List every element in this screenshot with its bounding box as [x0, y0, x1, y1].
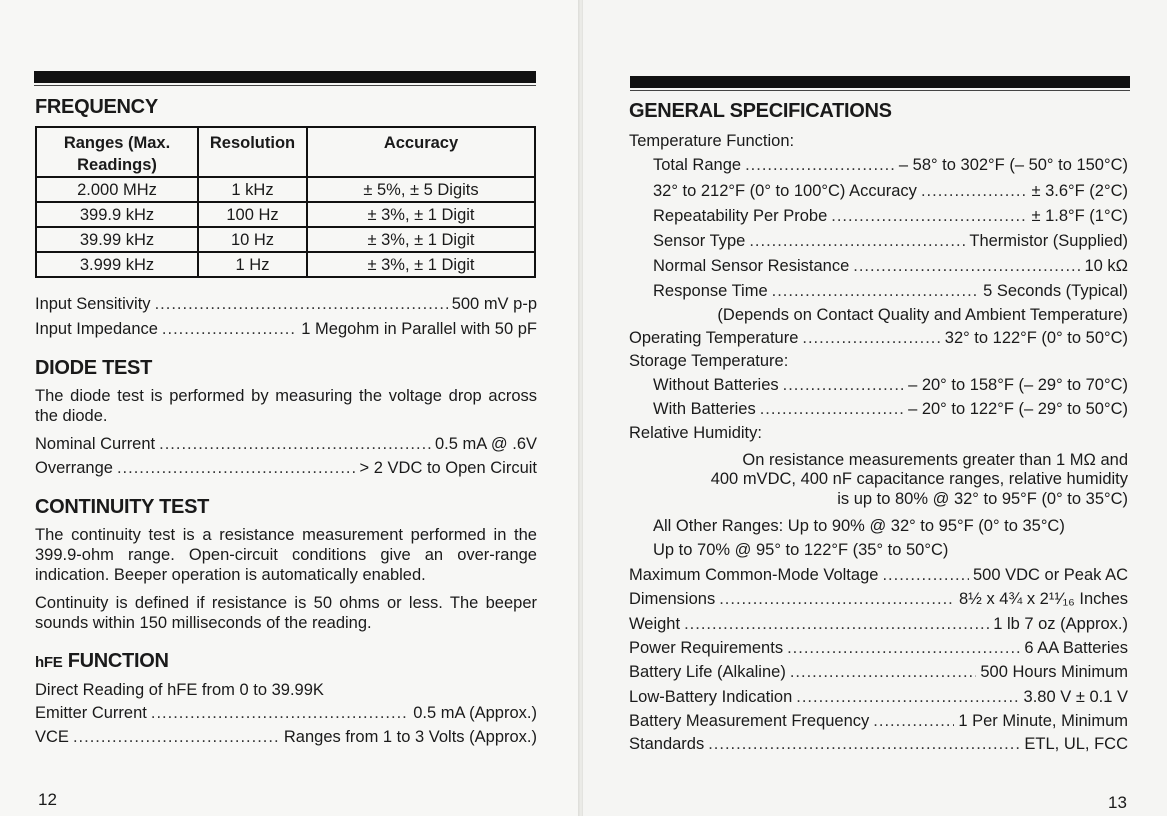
spec-label: Total Range	[653, 156, 742, 174]
continuity-paragraph-1: The continuity test is a resistance measurement performed in the 399.9-ohm range. Open-circuit conditions give an over-range indication. Beeper operation is automatically enabled.	[35, 526, 537, 584]
spec-value: 10 kΩ	[1084, 257, 1128, 275]
top-rule-right	[630, 76, 1130, 88]
table-row	[36, 227, 535, 252]
spec-emitter-current	[35, 703, 537, 723]
hfe-symbol: hFE	[35, 654, 63, 671]
all-other-ranges-line-1: All Other Ranges: Up to 90% @ 32° to 95°F (0° to 35°C)	[653, 517, 1065, 535]
spec-label: VCE	[35, 728, 69, 746]
spec-repeatability	[653, 206, 1128, 226]
spec-total-range	[653, 155, 1128, 175]
spec-battery-measurement-frequency	[629, 711, 1128, 731]
spec-label: Low-Battery Indication	[629, 688, 793, 706]
spec-value: 500 mV p-p	[451, 295, 537, 313]
table-cell: 3.999 kHz	[36, 252, 198, 277]
table-row	[36, 177, 535, 202]
general-specifications-heading: GENERAL SPECIFICATIONS	[629, 100, 892, 122]
spec-label: With Batteries	[653, 400, 756, 418]
spec-sensor-type	[653, 231, 1128, 251]
spec-value: > 2 VDC to Open Circuit	[359, 459, 537, 477]
table-cell: 2.000 MHz	[36, 177, 198, 202]
all-other-ranges-line-2: Up to 70% @ 95° to 122°F (35° to 50°C)	[653, 541, 949, 559]
spec-value: 0.5 mA @ .6V	[434, 435, 537, 453]
spec-value: ± 1.8°F (1°C)	[1031, 207, 1128, 225]
spec-label: Overrange	[35, 459, 113, 477]
spec-accuracy	[653, 181, 1128, 201]
table-cell: ± 3%, ± 1 Digit	[307, 252, 535, 277]
spec-operating-temperature	[629, 328, 1128, 348]
storage-temperature-label: Storage Temperature:	[629, 352, 789, 370]
table-row	[36, 252, 535, 277]
response-time-note: (Depends on Contact Quality and Ambient Temperature)	[717, 306, 1128, 324]
hfe-function-heading	[35, 650, 169, 673]
spec-overrange	[35, 458, 537, 478]
frequency-heading: FREQUENCY	[35, 96, 158, 118]
spec-power-requirements	[629, 638, 1128, 658]
diode-test-paragraph: The diode test is performed by measuring the voltage drop across the diode.	[35, 387, 537, 425]
spec-standards	[629, 734, 1128, 754]
spec-label: Normal Sensor Resistance	[653, 257, 850, 275]
humidity-note-line-3: is up to 80% @ 32° to 95°F (0° to 35°C)	[837, 490, 1128, 508]
spec-battery-life	[629, 662, 1128, 682]
relative-humidity-label: Relative Humidity:	[629, 424, 762, 442]
humidity-note-line-2: 400 mVDC, 400 nF capacitance ranges, relative humidity	[710, 470, 1128, 488]
spec-with-batteries	[653, 399, 1128, 419]
spec-value: 6 AA Batteries	[1024, 639, 1128, 657]
humidity-note-line-1: On resistance measurements greater than 1 MΩ and	[742, 451, 1128, 469]
temperature-function-label: Temperature Function:	[629, 132, 795, 150]
hfe-title-text: FUNCTION	[67, 650, 169, 672]
spec-input-impedance	[35, 319, 537, 339]
left-page	[0, 0, 580, 816]
right-page	[583, 0, 1167, 816]
spec-label: Without Batteries	[653, 376, 779, 394]
spec-value: 3.80 V ± 0.1 V	[1023, 688, 1128, 706]
spec-max-common-mode-voltage	[629, 565, 1128, 585]
spec-label: Nominal Current	[35, 435, 156, 453]
top-rule-left	[34, 71, 536, 83]
table-cell: 399.9 kHz	[36, 202, 198, 227]
table-header-resolution: Resolution	[198, 127, 307, 177]
spec-label: Battery Measurement Frequency	[629, 712, 870, 730]
continuity-paragraph-2: Continuity is defined if resistance is 50 ohms or less. The beeper sounds within 150 milliseconds of the reading.	[35, 594, 537, 632]
spec-without-batteries	[653, 375, 1128, 395]
spec-value: – 58° to 302°F (– 50° to 150°C)	[898, 156, 1128, 174]
spec-value: 1 lb 7 oz (Approx.)	[993, 615, 1128, 633]
page-number-left: 12	[38, 790, 57, 809]
spec-value: ± 3.6°F (2°C)	[1031, 182, 1128, 200]
spec-label: Battery Life (Alkaline)	[629, 663, 786, 681]
spec-value: 1 Megohm in Parallel with 50 pF	[301, 320, 537, 338]
spec-label: Input Impedance	[35, 320, 158, 338]
table-header-accuracy: Accuracy	[307, 127, 535, 177]
spec-label: Input Sensitivity	[35, 295, 151, 313]
table-cell: 10 Hz	[198, 227, 307, 252]
spec-value: 8½ x 4¾ x 2¹¹⁄₁₆ Inches	[958, 590, 1128, 608]
table-row	[36, 202, 535, 227]
page-number-right: 13	[1108, 793, 1127, 812]
spec-label: Weight	[629, 615, 681, 633]
spec-response-time	[653, 281, 1128, 301]
table-cell: 100 Hz	[198, 202, 307, 227]
spec-label: Sensor Type	[653, 232, 746, 250]
hfe-direct-reading: Direct Reading of hFE from 0 to 39.99K	[35, 681, 324, 699]
spec-value: 500 Hours Minimum	[980, 663, 1128, 681]
table-cell: 39.99 kHz	[36, 227, 198, 252]
diode-test-heading: DIODE TEST	[35, 357, 153, 379]
spec-label: Maximum Common-Mode Voltage	[629, 566, 879, 584]
spec-value: 0.5 mA (Approx.)	[413, 704, 537, 722]
spec-input-sensitivity	[35, 294, 537, 314]
spec-normal-sensor-resistance	[653, 256, 1128, 276]
spec-value: – 20° to 158°F (– 29° to 70°C)	[908, 376, 1128, 394]
spec-label: 32° to 212°F (0° to 100°C) Accuracy	[653, 182, 917, 200]
spec-value: Thermistor (Supplied)	[969, 232, 1128, 250]
spec-label: Operating Temperature	[629, 329, 799, 347]
spec-label: Emitter Current	[35, 704, 147, 722]
spec-value: ETL, UL, FCC	[1024, 735, 1128, 753]
spec-label: Repeatability Per Probe	[653, 207, 828, 225]
table-cell: ± 3%, ± 1 Digit	[307, 202, 535, 227]
spec-value: Ranges from 1 to 3 Volts (Approx.)	[283, 728, 537, 746]
spec-weight	[629, 614, 1128, 634]
spec-label: Dimensions	[629, 590, 716, 608]
frequency-table	[35, 126, 536, 278]
spec-value: 5 Seconds (Typical)	[983, 282, 1128, 300]
table-cell: 1 Hz	[198, 252, 307, 277]
spec-value: 1 Per Minute, Minimum	[958, 712, 1128, 730]
spec-low-battery-indication	[629, 687, 1128, 707]
spec-value: – 20° to 122°F (– 29° to 50°C)	[908, 400, 1128, 418]
table-cell: ± 3%, ± 1 Digit	[307, 227, 535, 252]
spec-value: 32° to 122°F (0° to 50°C)	[944, 329, 1128, 347]
spec-label: Response Time	[653, 282, 768, 300]
continuity-test-heading: CONTINUITY TEST	[35, 496, 210, 518]
spec-nominal-current	[35, 434, 537, 454]
spec-label: Standards	[629, 735, 705, 753]
spec-value: 500 VDC or Peak AC	[973, 566, 1128, 584]
spec-dimensions	[629, 589, 1128, 609]
table-header-ranges: Ranges (Max. Readings)	[36, 127, 198, 177]
table-cell: ± 5%, ± 5 Digits	[307, 177, 535, 202]
spec-vce	[35, 727, 537, 747]
spec-label: Power Requirements	[629, 639, 784, 657]
table-cell: 1 kHz	[198, 177, 307, 202]
